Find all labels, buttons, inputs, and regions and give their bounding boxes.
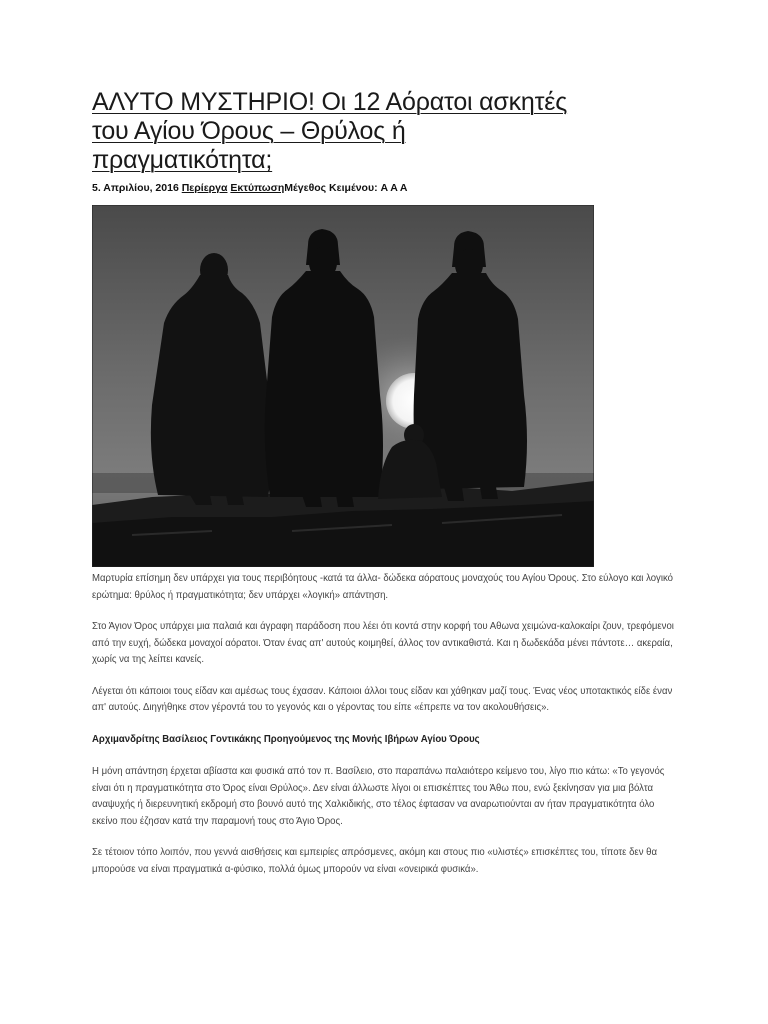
print-link[interactable]: Εκτύπωση xyxy=(230,182,285,194)
paragraph-3: Λέγεται ότι κάποιοι τους είδαν και αμέσως τους έχασαν. Κάποιοι άλλοι τους είδαν και χάθηκαν μαζί τους. Ένας νέος υποτακτικός είδε έναν απ' αυτούς. Διηγήθηκε στον γέροντά του το γεγονός και ο γέροντας του είπε «έπρεπε να τον ακολουθήσεις». xyxy=(92,685,673,713)
article-date: 5. Απριλίου, 2016 xyxy=(92,182,182,194)
font-size-label: Μέγεθος Κειμένου: xyxy=(284,182,381,194)
article-meta xyxy=(92,181,676,195)
paragraph-1: Μαρτυρία επίσημη δεν υπάρχει για τους περιβόητους -κατά τα άλλα- δώδεκα αόρατους μοναχούς του Αγίου Όρους. Στο εύλογο και λογικό ερώτημα: θρύλος ή πραγματικότητα; δεν υπάρχει «λογική» απάντηση. xyxy=(92,573,673,601)
article-title-link[interactable] xyxy=(92,88,567,174)
paragraph-2: Στο Άγιον Όρος υπάρχει μια παλαιά και άγραφη παράδοση που λέει ότι κοντά στην κορφή του Αθωνα χειμώνα-καλοκαίρι ζουν, τρεφόμενοι από την ευχή, δώδεκα μοναχοί αόρατοι. Όταν ένας απ' αυτούς κοιμηθεί, άλλος τον αντικαθιστά. Και η δωδεκάδα μένει πάντοτε… ακεραία, χωρίς να της λείπει κανείς. xyxy=(92,621,674,665)
title-line-1: ΑΛΥΤΟ ΜΥΣΤΗΡΙΟ! Οι 12 Αόρατοι ασκητές xyxy=(92,88,568,116)
font-size-options[interactable]: A A A xyxy=(380,182,408,194)
category-link[interactable]: Περίεργα xyxy=(181,182,228,194)
title-line-2: του Αγίου Όρους – Θρύλος ή xyxy=(92,117,406,145)
paragraph-5: Σε τέτοιον τόπο λοιπόν, που γεννά αισθήσεις και εμπειρίες απρόσμενες, ακόμη και στους πιο «υλιστές» επισκέπτες του, τίποτε δεν θα μπορούσε να είναι πραγματικά α-φύσικο, πολλά όμως μπορούν να είναι «ονειρικά φυσικά». xyxy=(92,847,658,875)
article-body xyxy=(92,571,676,878)
section-heading: Αρχιμανδρίτης Βασίλειος Γοντικάκης Προηγούμενος της Μονής Ιβήρων Αγίου Όρους xyxy=(92,733,480,745)
article-title xyxy=(92,88,676,175)
paragraph-4: Η μόνη απάντηση έρχεται αβίαστα και φυσικά από τον π. Βασίλειο, στο παραπάνω παλαιότερο κείμενο του, λίγο πιο κάτω: «Το γεγονός είναι ότι η πραγματικότητα στο Όρος είναι Θρύλος». Δεν είναι άλλωστε λίγοι οι επισκέπτες του Άθω που, ενώ ξεκίνησαν για μια βόλτα αναψυχής ή διερευνητική εκδρομή στο βουνό αυτό της Χαλκιδικής, στο τέλος έφτασαν να αναρωτιούνται αν ήταν πραγματικότητα όλο εκείνο που έζησαν κατά την παραμονή τους στο Άγιο Όρος. xyxy=(92,766,665,827)
article xyxy=(92,88,676,893)
title-line-3: πραγματικότητα; xyxy=(92,146,273,174)
article-photo xyxy=(92,205,594,567)
